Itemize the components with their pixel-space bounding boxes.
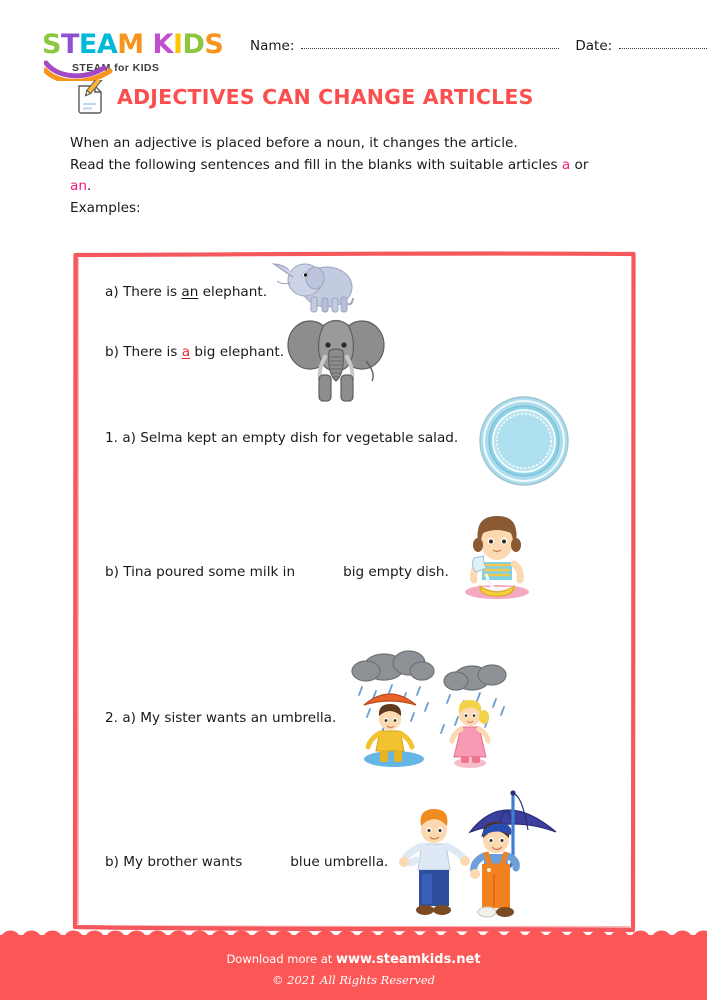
name-date-row: [250, 38, 680, 64]
logo-letter-2: E: [78, 29, 97, 60]
notepad-pencil-icon: [75, 80, 105, 114]
footer-download-text: Download more at: [226, 952, 336, 966]
question-1a-sentence: [105, 430, 458, 446]
footer-download-line: [0, 952, 707, 967]
logo-letter-7: I: [172, 29, 183, 60]
scallop-edge: [0, 929, 707, 941]
date-label: Date:: [575, 38, 613, 54]
question-2b-sentence: [105, 854, 388, 870]
page-header: [0, 0, 707, 78]
instruction-line-2: [70, 155, 650, 177]
small-elephant-illustration: [269, 257, 364, 319]
article-an-highlight: an: [70, 178, 87, 194]
girl-pouring-milk-illustration: [456, 512, 538, 612]
question-2a-sentence: [105, 710, 336, 726]
steam-kids-logo: [42, 30, 237, 78]
example-a-before: There is: [118, 284, 182, 300]
example-a-label: a): [105, 284, 119, 300]
question-1b-text-after: big empty dish.: [343, 564, 449, 580]
logo-letter-9: S: [204, 29, 224, 60]
logo-swoosh-icon: [44, 57, 122, 81]
name-label: Name:: [250, 38, 295, 54]
example-a-after: elephant.: [198, 284, 268, 300]
logo-wordmark: [42, 30, 237, 60]
logo-letter-0: S: [42, 29, 61, 60]
boy-blue-umbrella-illustration: [392, 790, 592, 926]
instruction-line-2-tail: or: [570, 156, 589, 173]
example-a-sentence: [105, 284, 267, 300]
example-a-article: an: [181, 284, 199, 300]
instruction-line-3-tail: .: [86, 178, 92, 194]
question-2a-text: My sister wants an umbrella.: [135, 710, 337, 726]
question-2b-label: b): [105, 854, 119, 870]
worksheet-body-box: [72, 249, 636, 933]
worksheet-content: [72, 249, 636, 933]
blue-plate-illustration: [476, 393, 572, 489]
instructions: [70, 133, 650, 219]
question-2-number: 2.: [105, 710, 118, 726]
footer-site-link[interactable]: www.steamkids.net: [335, 952, 481, 967]
question-2a-label: a): [122, 710, 136, 726]
date-input-line[interactable]: [619, 48, 707, 49]
question-1a-label: a): [122, 430, 136, 446]
instruction-line-3: [70, 176, 650, 198]
question-1b-sentence: [105, 564, 449, 580]
rain-kids-illustration: [344, 643, 514, 771]
question-1-number: 1.: [105, 430, 118, 446]
example-b-after: big elephant.: [190, 344, 285, 360]
page-title: ADJECTIVES CAN CHANGE ARTICLES: [117, 85, 534, 109]
logo-letter-4: M: [117, 29, 144, 60]
question-1a-text: Selma kept an empty dish for vegetable salad.: [135, 430, 459, 446]
big-elephant-illustration: [286, 313, 386, 408]
logo-tagline: STEAM for KIDS: [72, 62, 160, 74]
instruction-line-2-text: Read the following sentences and fill in the blanks with suitable articles: [70, 156, 562, 173]
example-b-sentence: [105, 344, 284, 360]
logo-letter-5: [144, 30, 153, 60]
question-2b-text-before: My brother wants: [118, 854, 243, 870]
logo-letter-3: A: [96, 29, 118, 60]
logo-letter-1: T: [60, 29, 79, 60]
article-a-highlight: a: [561, 156, 571, 173]
example-b-label: b): [105, 344, 119, 360]
instruction-line-1: When an adjective is placed before a noun, it changes the article.: [70, 135, 518, 151]
page-footer: [0, 939, 707, 1000]
name-input-line[interactable]: [301, 48, 559, 49]
logo-letter-8: D: [182, 29, 205, 60]
question-1b-text-before: Tina poured some milk in: [118, 564, 296, 580]
example-b-article: a: [181, 344, 191, 360]
worksheet-title-row: [75, 80, 534, 114]
question-2b-text-after: blue umbrella.: [290, 854, 389, 870]
instruction-examples-label: Examples:: [70, 199, 141, 216]
footer-copyright: © 2021 All Rights Reserved: [271, 973, 435, 987]
logo-letter-6: K: [152, 29, 173, 60]
question-1b-label: b): [105, 564, 119, 580]
example-b-before: There is: [118, 344, 182, 360]
